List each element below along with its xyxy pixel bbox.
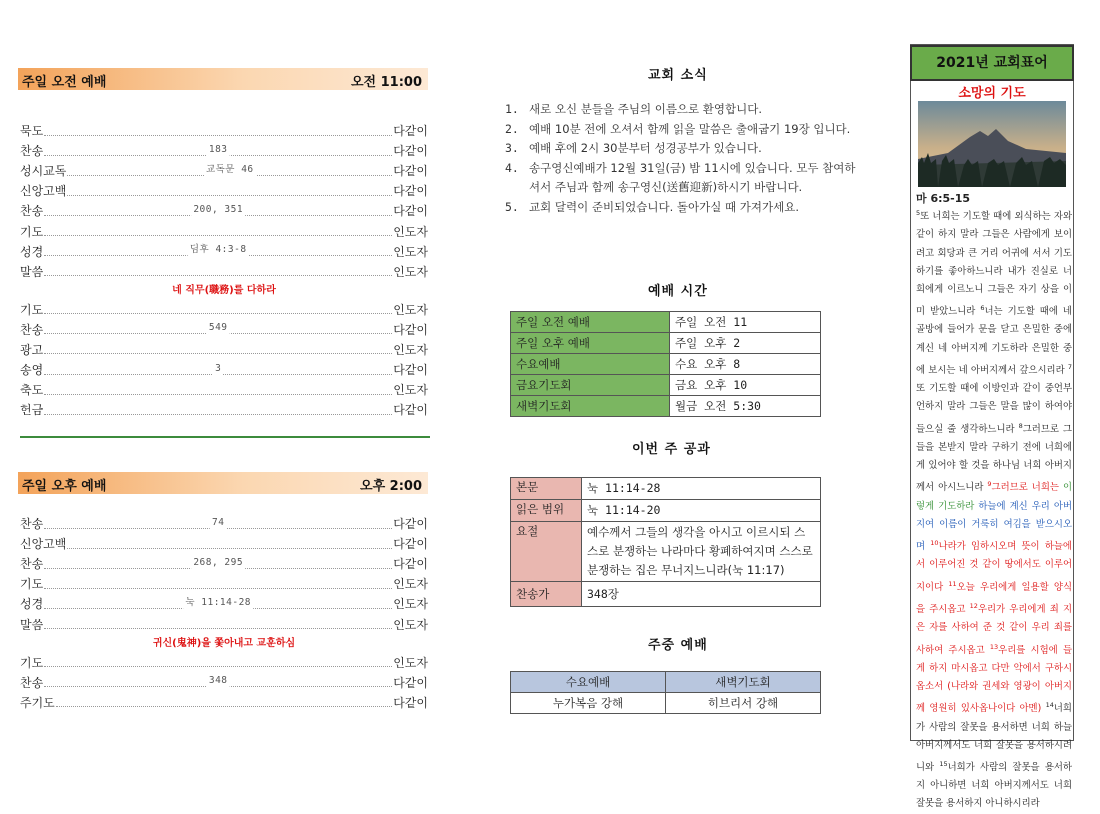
leader-dots — [44, 568, 392, 589]
midweek-value-dawn: 히브리서 강해 — [666, 693, 821, 714]
news-item — [505, 139, 865, 159]
order-item-label: 기도 — [20, 577, 44, 592]
midweek-header-wed: 수요예배 — [511, 672, 666, 693]
order-item-label: 주기도 — [20, 695, 55, 710]
morning-service-time: 오전 11:00 — [350, 75, 422, 90]
order-item-leader: 인도자 — [393, 224, 428, 239]
lesson-table — [510, 477, 821, 607]
leader-dots — [44, 293, 392, 314]
service-when: 수요 오후 8 — [670, 354, 821, 375]
order-item-label: 찬송 — [20, 675, 44, 690]
order-item-detail: 200, 351 — [191, 200, 245, 220]
order-item-leader: 인도자 — [393, 264, 428, 279]
news-item-number: 4. — [505, 160, 519, 175]
order-item-label: 성시교독 — [20, 164, 67, 179]
order-item-leader: 인도자 — [393, 342, 428, 357]
order-item-detail: 딤후 4:3-8 — [188, 240, 249, 260]
midweek-table — [510, 671, 821, 714]
scripture-text: $^5$또 너희는 기도할 때에 외식하는 자와 같이 하지 말라 그들은 사람에게 보이려고 회당과 큰 거리 어귀에 서서 기도하기를 좋아하느니라 내가 진실로 너희에게 이르노니 그들은 자기 상을 이미 받았느니라 $^6$너는 기도할 때에 네 골방에 들어가 문을 닫고 은밀한 중에 계신 네 아버지께 기도하라 은밀한 중에 보시는 네 아버지께서 갚으시리라 $^7$또 기도할 때에 이방인과 같이 중언부언하지 말라 그들은 말을 많이 하여야 들으실 줄 생각하느니라 $^8$그러므로 그들을 본받지 말라 구하기 전에 너희에게 있어야 할 것을 하나님 너희 아버지께서 아시느니라 $^9$그러므로 너희는 이렇게 기도하라 하늘에 계신 우리 아버지여 이름이 거룩히 여김을 받으시오며 $^{10}$나라가 임하시오며 뜻이 하늘에서 이루어진 것 같이 땅에서도 이루어지이다 $^{11}$오늘 우리에게 일용할 양식을 주시옵고 $^{12}$우리가 우리에게 죄 지은 자를 사하여 준 것 같이 우리 죄를 사하여 주시옵고 $^{13}$우리를 시험에 들게 하지 마시옵고 다만 악에서 구하시옵소서 (나라와 권세와 영광이 아버지께 영원히 있사옵나이다 아멘) $^{14}$너희가 사람의 잘못을 용서하면 너희 하늘 아버지께서도 너희 잘못을 용서하시려니와 $^{15}$너희가 사람의 잘못을 용서하지 아니하면 너희 아버지께서도 너희 잘못을 용서하지 아니하시리라 — [916, 209, 1073, 810]
service-time-row — [511, 333, 821, 354]
leader-dots — [67, 155, 392, 176]
order-item-label: 헌금 — [20, 403, 44, 418]
news-item — [505, 100, 865, 120]
afternoon-service-title: 주일 오후 예배 — [22, 479, 107, 494]
leader-dots — [44, 313, 392, 334]
order-item-detail: 눅 11:14-28 — [183, 593, 253, 613]
order-item-label: 신앙고백 — [20, 184, 67, 199]
service-when: 월금 오전 5:30 — [670, 396, 821, 417]
afternoon-service-time: 오후 2:00 — [360, 479, 422, 494]
leader-dots — [44, 374, 392, 395]
leader-dots — [44, 195, 392, 216]
leader-dots — [44, 354, 392, 375]
order-item-leader: 인도자 — [393, 244, 428, 259]
order-item-leader: 다같이 — [393, 517, 428, 532]
morning-order-list — [20, 121, 428, 420]
leader-dots — [56, 686, 392, 707]
leader-dots — [44, 135, 392, 156]
service-name: 금요기도회 — [511, 375, 670, 396]
order-item-leader: 인도자 — [393, 597, 428, 612]
order-row — [20, 400, 428, 420]
midweek-header-row — [511, 672, 821, 693]
order-item-leader: 다같이 — [393, 695, 428, 710]
leader-dots — [44, 646, 392, 667]
order-item-leader: 다같이 — [393, 164, 428, 179]
morning-service-header — [18, 68, 428, 90]
lesson-row-read — [511, 500, 821, 522]
order-row — [20, 693, 428, 713]
news-item-number: 2. — [505, 121, 519, 136]
order-item-leader: 인도자 — [393, 383, 428, 398]
lesson-row-hymn — [511, 582, 821, 607]
order-item-label: 신앙고백 — [20, 537, 67, 552]
order-item-label: 묵도 — [20, 124, 44, 139]
order-item-label: 말씀 — [20, 264, 44, 279]
service-times-table — [510, 311, 821, 417]
lesson-hymn: 348장 — [582, 582, 821, 607]
order-item-label: 성경 — [20, 597, 44, 612]
order-item-detail: 348 — [207, 671, 230, 691]
mountain-image — [918, 101, 1066, 187]
order-item-label: 찬송 — [20, 204, 44, 219]
order-item-leader: 다같이 — [393, 322, 428, 337]
news-list — [505, 100, 865, 217]
order-item-leader: 다같이 — [393, 675, 428, 690]
lesson-row-text — [511, 478, 821, 500]
order-item-leader: 다같이 — [393, 557, 428, 572]
times-title: 예배 시간 — [648, 284, 708, 299]
motto-title: 2021년 교회표어 — [910, 45, 1074, 81]
order-row — [20, 614, 428, 634]
service-name: 수요예배 — [511, 354, 670, 375]
lesson-read-label: 읽은 범위 — [511, 500, 582, 522]
order-item-label: 찬송 — [20, 517, 44, 532]
order-item-leader: 인도자 — [393, 655, 428, 670]
order-item-leader: 다같이 — [393, 144, 428, 159]
order-item-leader: 인도자 — [393, 577, 428, 592]
service-name: 주일 오전 예배 — [511, 312, 670, 333]
order-item-label: 기도 — [20, 302, 44, 317]
lesson-text-label: 본문 — [511, 478, 582, 500]
order-item-label: 축도 — [20, 383, 44, 398]
leader-dots — [44, 508, 392, 529]
order-item-leader: 인도자 — [393, 617, 428, 632]
leader-dots — [67, 528, 392, 549]
order-item-detail: 549 — [207, 318, 230, 338]
news-item-number: 5. — [505, 199, 519, 214]
order-item-label: 말씀 — [20, 617, 44, 632]
service-time-row — [511, 396, 821, 417]
order-item-leader: 다같이 — [393, 124, 428, 139]
order-item-leader: 다같이 — [393, 403, 428, 418]
leader-dots — [44, 115, 392, 136]
leader-dots — [44, 588, 392, 609]
order-item-detail: 268, 295 — [191, 553, 245, 573]
news-item-number: 3. — [505, 141, 519, 155]
order-item-label: 송영 — [20, 363, 44, 378]
news-item-number: 1. — [505, 102, 519, 116]
service-time-row — [511, 354, 821, 375]
order-item-leader: 다같이 — [393, 204, 428, 219]
order-item-label: 찬송 — [20, 557, 44, 572]
lesson-read: 눅 11:14-20 — [582, 500, 821, 522]
service-name: 새벽기도회 — [511, 396, 670, 417]
service-when: 주일 오후 2 — [670, 333, 821, 354]
order-item-label: 찬송 — [20, 322, 44, 337]
lesson-text: 눅 11:14-28 — [582, 478, 821, 500]
midweek-value-row — [511, 693, 821, 714]
lesson-title: 이번 주 공과 — [632, 442, 711, 457]
order-item-detail: 교독문 46 — [204, 160, 256, 180]
service-when: 주일 오전 11 — [670, 312, 821, 333]
morning-service-title: 주일 오전 예배 — [22, 75, 107, 90]
leader-dots — [44, 333, 392, 354]
service-when: 금요 오후 10 — [670, 375, 821, 396]
leader-dots — [44, 215, 392, 236]
order-item-leader: 인도자 — [393, 302, 428, 317]
sermon-title: 귀신(鬼神)을 쫓아내고 교훈하심 — [152, 637, 296, 649]
news-title: 교회 소식 — [648, 68, 708, 83]
news-item — [505, 159, 865, 198]
order-item-label: 기도 — [20, 655, 44, 670]
order-item-leader: 다같이 — [393, 184, 428, 199]
sermon-title: 네 직무(職務)를 다하라 — [172, 284, 276, 296]
order-item-leader: 다같이 — [393, 363, 428, 378]
motto-subtitle: 소망의 기도 — [958, 86, 1026, 101]
section-divider — [20, 436, 430, 438]
news-item — [505, 198, 865, 218]
midweek-header-dawn: 새벽기도회 — [666, 672, 821, 693]
afternoon-service-header — [18, 472, 428, 494]
news-item-text: 새로 오신 분들을 주님의 이름으로 환영합니다. — [529, 102, 763, 116]
leader-dots — [44, 548, 392, 569]
lesson-summary-label: 요절 — [511, 522, 582, 582]
leader-dots — [44, 666, 392, 687]
scripture-reference: 마 6:5-15 — [916, 192, 971, 205]
order-item-label: 기도 — [20, 224, 44, 239]
service-time-row — [511, 312, 821, 333]
leader-dots — [44, 394, 392, 415]
order-row — [20, 262, 428, 282]
lesson-row-summary — [511, 522, 821, 582]
order-item-label: 성경 — [20, 244, 44, 259]
news-item-text: 교회 달력이 준비되었습니다. 돌아가실 때 가져가세요. — [529, 199, 799, 214]
news-item — [505, 120, 865, 140]
midweek-value-wed: 누가복음 강해 — [511, 693, 666, 714]
midweek-title: 주중 예배 — [648, 638, 708, 653]
service-name: 주일 오후 예배 — [511, 333, 670, 354]
afternoon-order-list — [20, 514, 428, 713]
leader-dots — [67, 175, 392, 196]
news-item-text: 송구영신예배가 12월 31일(금) 밤 11시에 있습니다. 모두 참여하셔서 주님과 함께 송구영신(送舊迎新)하시기 바랍니다. — [529, 160, 856, 194]
lesson-summary: 예수께서 그들의 생각을 아시고 이르시되 스스로 분쟁하는 나라마다 황폐하여지며 스스로 분쟁하는 집은 무너지느니라(눅 11:17) — [582, 522, 821, 582]
service-time-row — [511, 375, 821, 396]
order-item-detail: 183 — [207, 140, 230, 160]
news-item-text: 예배 후에 2시 30분부터 성경공부가 있습니다. — [529, 141, 762, 155]
order-item-label: 광고 — [20, 342, 44, 357]
order-item-label: 찬송 — [20, 144, 44, 159]
leader-dots — [44, 608, 392, 629]
lesson-hymn-label: 찬송가 — [511, 582, 582, 607]
leader-dots — [44, 235, 392, 256]
leader-dots — [44, 255, 392, 276]
order-item-detail: 3 — [213, 359, 223, 379]
news-item-text: 예배 10분 전에 오셔서 함께 읽을 말씀은 출애굽기 19장 입니다. — [529, 121, 851, 136]
order-item-leader: 다같이 — [393, 537, 428, 552]
order-item-detail: 74 — [210, 513, 226, 533]
